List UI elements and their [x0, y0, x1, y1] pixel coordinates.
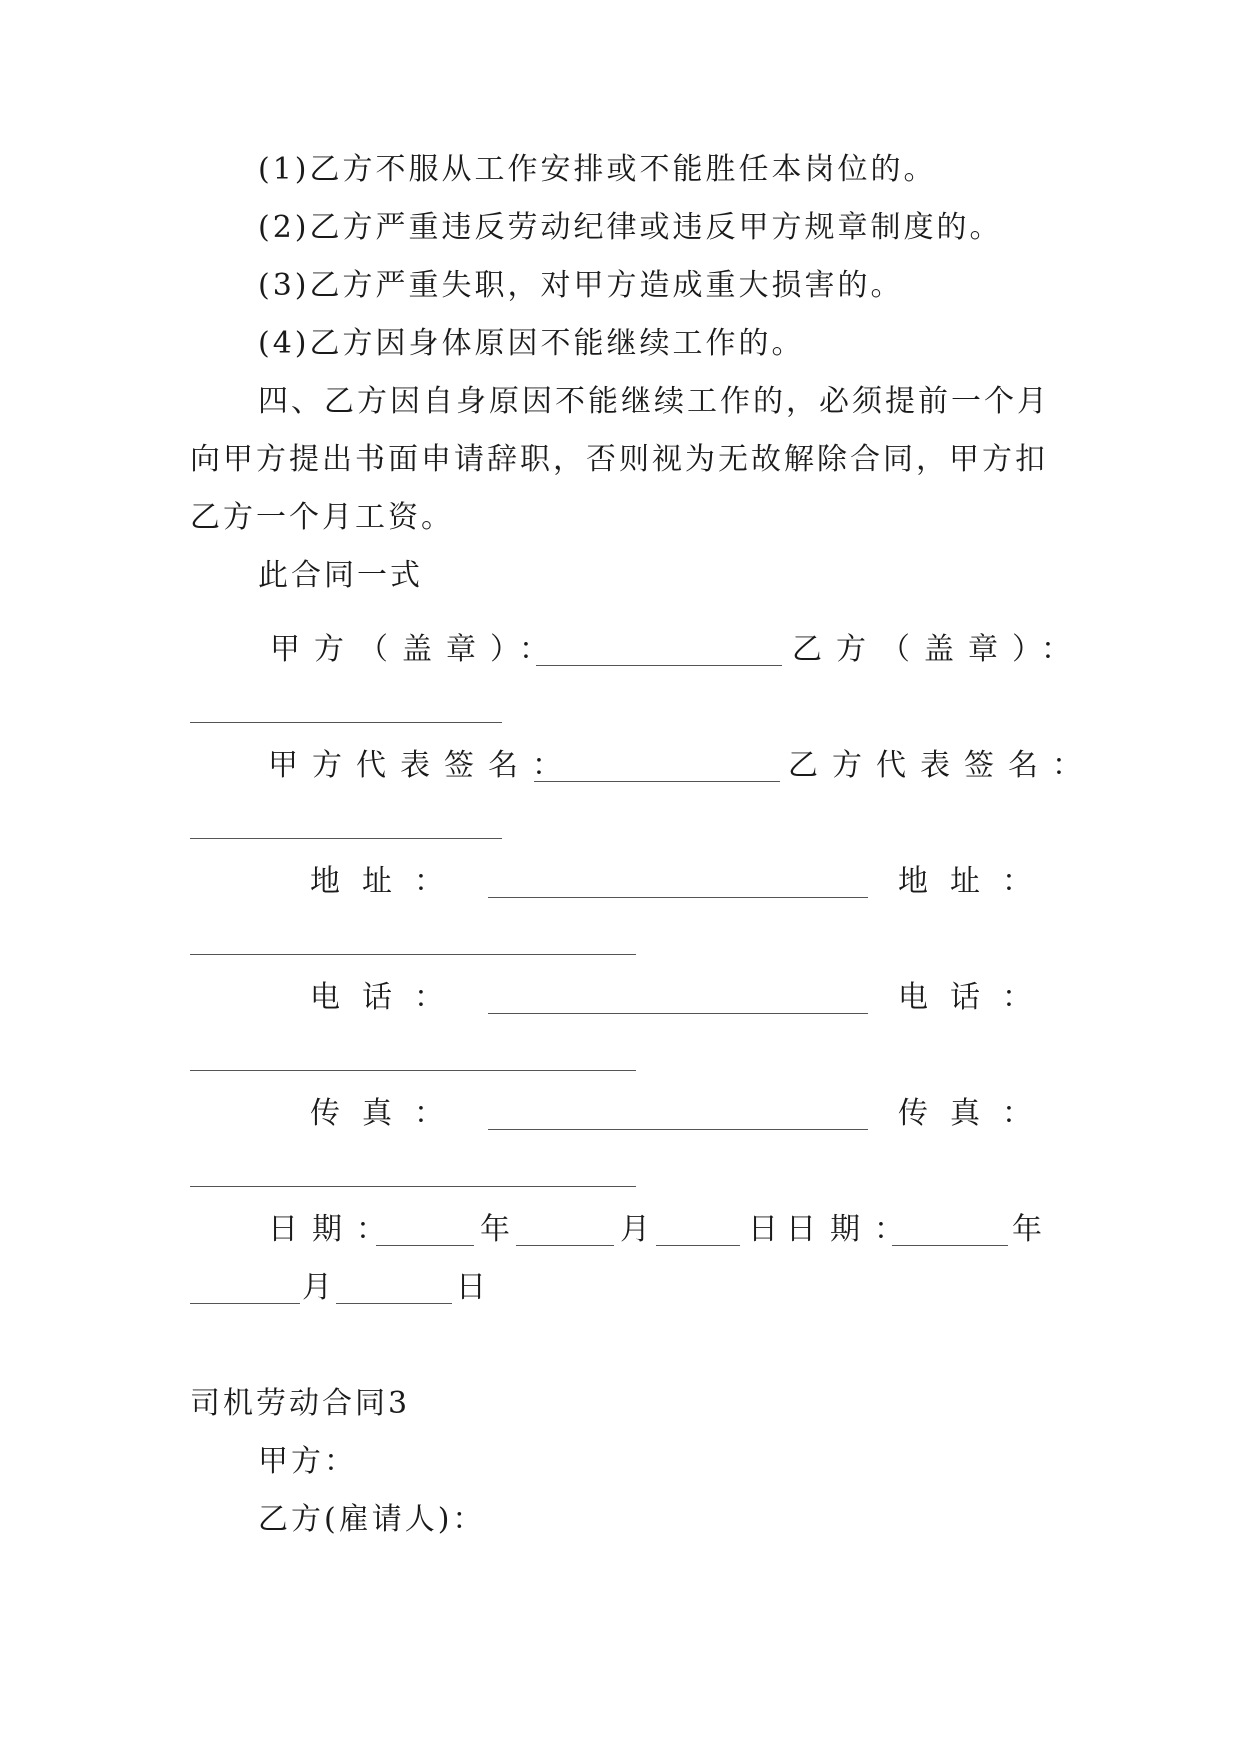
party-b-phone-label: 电话：: [898, 980, 1054, 1015]
party-b-rep-label: 乙方代表签名：: [788, 748, 1096, 783]
clause-item-2: (2)乙方严重违反劳动纪律或违反甲方规章制度的。: [258, 210, 1003, 245]
party-b-year-blank: [892, 1245, 1008, 1246]
party-a-address-blank: [488, 897, 868, 898]
party-a-phone-label: 电话：: [310, 980, 466, 1015]
copies-statement: 此合同一式: [258, 558, 423, 593]
clause-4-line-3: 乙方一个月工资。: [190, 500, 454, 535]
party-a-month-label: 月: [620, 1212, 653, 1247]
party-a-address-label: 地址：: [310, 864, 466, 899]
party-b-rep-blank: [190, 838, 502, 839]
party-a-fax-blank: [488, 1129, 868, 1130]
party-a-rep-label: 甲方代表签名：: [268, 748, 576, 783]
party-b-fax-blank: [190, 1186, 636, 1187]
party-a-date-label: 日期：: [268, 1212, 400, 1247]
party-b-fax-label: 传真：: [898, 1096, 1054, 1131]
clause-4-line-2: 向甲方提出书面申请辞职，否则视为无故解除合同，甲方扣: [190, 442, 1048, 477]
party-a-year-label: 年: [480, 1212, 513, 1247]
party-b-address-label: 地址：: [898, 864, 1054, 899]
party-b-date-label: 日期：: [786, 1212, 918, 1247]
party-a-month-blank: [516, 1245, 614, 1246]
party-b-day-label: 日: [456, 1270, 489, 1305]
party-b-seal-blank: [190, 722, 502, 723]
clause-item-1: (1)乙方不服从工作安排或不能胜任本岗位的。: [258, 152, 937, 187]
clause-item-3: (3)乙方严重失职，对甲方造成重大损害的。: [258, 268, 904, 303]
party-b-month-blank: [190, 1303, 300, 1304]
clause-4-line-1: 四、乙方因自身原因不能继续工作的，必须提前一个月: [258, 384, 1050, 419]
party-b-seal-label: 乙方（盖章）：: [792, 632, 1085, 667]
party-a-year-blank: [376, 1245, 474, 1246]
party-a-rep-blank: [534, 781, 780, 782]
contract-3-party-b: 乙方(雇请人)：: [258, 1502, 486, 1537]
party-a-seal-blank: [536, 665, 782, 666]
party-b-year-label: 年: [1012, 1212, 1045, 1247]
party-a-seal-label: 甲方（盖章）：: [270, 632, 563, 667]
party-a-day-blank: [656, 1245, 740, 1246]
contract-3-party-a: 甲方：: [258, 1444, 357, 1479]
party-b-address-blank: [190, 954, 636, 955]
contract-3-title: 司机劳动合同3: [190, 1386, 411, 1421]
party-a-fax-label: 传真：: [310, 1096, 466, 1131]
party-b-day-blank: [336, 1303, 452, 1304]
clause-item-4: (4)乙方因身体原因不能继续工作的。: [258, 326, 805, 361]
party-a-phone-blank: [488, 1013, 868, 1014]
party-b-month-label: 月: [302, 1270, 335, 1305]
party-b-phone-blank: [190, 1070, 636, 1071]
party-a-day-label: 日: [748, 1212, 781, 1247]
